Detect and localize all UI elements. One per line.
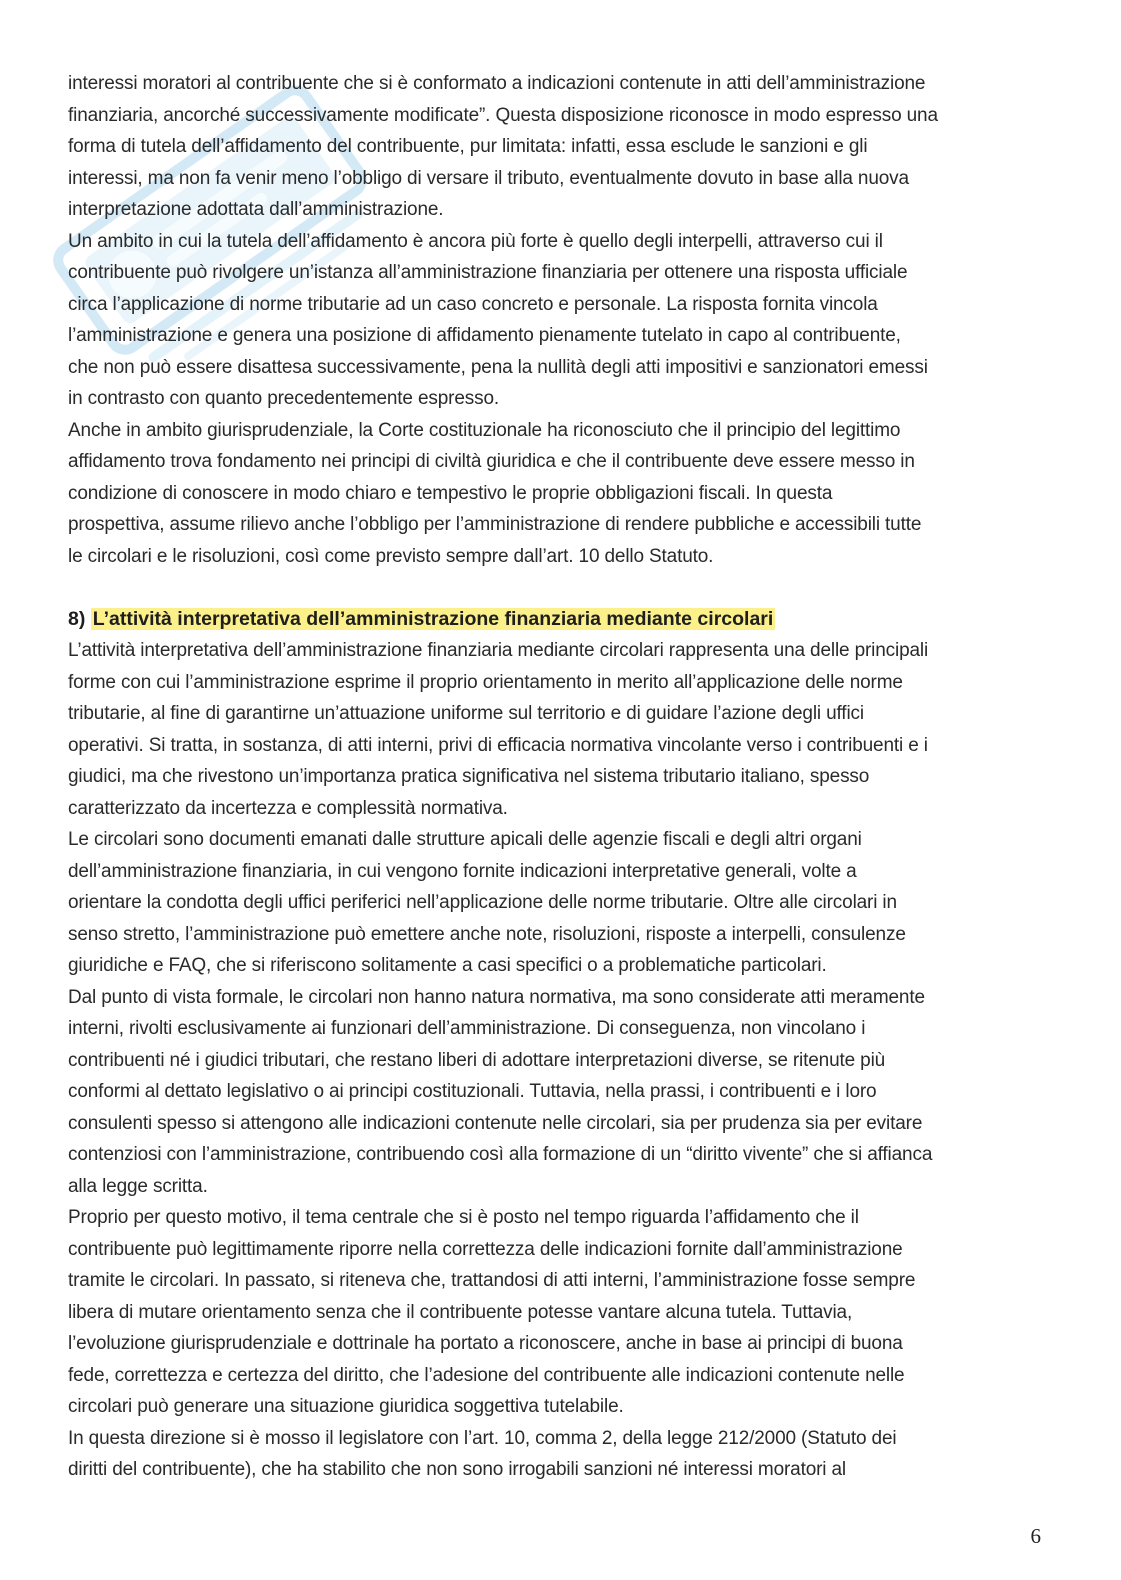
text-line: In questa direzione si è mosso il legislatore con l’art. 10, comma 2, della legge 212/2000 (Statuto dei [68, 1427, 897, 1449]
text-line: che non può essere disattesa successivamente, pena la nullità degli atti impositivi e sanzionatori emessi [68, 356, 928, 378]
text-line: interpretazione adottata dall’amministrazione. [68, 199, 444, 220]
text-line: Un ambito in cui la tutela dell’affidamento è ancora più forte è quello degli interpelli, attraverso cui il [68, 230, 883, 252]
text-line: L’attività interpretativa dell’amministrazione finanziaria mediante circolari rappresenta una delle principali [68, 640, 929, 661]
text-line: prospettiva, assume rilievo anche l’obbligo per l’amministrazione di rendere pubbliche e accessibili tutte [68, 514, 922, 535]
text-line: tributarie, al fine di garantirne un’attuazione uniforme sul territorio e di guidare l’azione degli uffici [68, 703, 864, 724]
paragraph-block-top [68, 68, 1048, 572]
text-line: contribuenti né i giudici tributari, che restano liberi di adottare interpretazioni diverse, se ritenute più [68, 1049, 886, 1071]
text-line: forme con cui l’amministrazione esprime il proprio orientamento in merito all’applicazione delle norme [68, 671, 903, 693]
paragraph-block-bottom [68, 635, 1048, 1486]
text-line: conformi al dettato legislativo o ai principi costituzionali. Tuttavia, nella prassi, i contribuenti e i loro [68, 1081, 877, 1102]
text-line: giudici, ma che rivestono un’importanza pratica significativa nel sistema tributario italiano, spesso [68, 766, 870, 787]
text-line: contribuente può legittimamente riporre nella correttezza delle indicazioni fornite dall’amministrazione [68, 1238, 903, 1260]
text-line: orientare la condotta degli uffici periferici nell’applicazione delle norme tributarie. Oltre alle circolari in [68, 892, 897, 913]
paragraph-spacer [68, 572, 1048, 604]
text-line: giuridiche e FAQ, che si riferiscono solitamente a casi specifici o a problematiche particolari. [68, 955, 827, 976]
page-number: 6 [1030, 1524, 1041, 1548]
text-line: operativi. Si tratta, in sostanza, di atti interni, privi di efficacia normativa vincolante verso i contribuenti e i [68, 734, 928, 756]
document-body [68, 68, 1048, 1486]
text-line: l’evoluzione giurisprudenziale e dottrinale ha portato a riconoscere, anche in base ai principi di buona [68, 1333, 903, 1354]
section-heading [68, 604, 1048, 636]
text-line: Le circolari sono documenti emanati dalle strutture apicali delle agenzie fiscali e degli altri organi [68, 829, 862, 850]
text-line: forma di tutela dell’affidamento del contribuente, pur limitata: infatti, essa esclude le sanzioni e gli [68, 136, 868, 157]
text-line: diritti del contribuente), che ha stabilito che non sono irrogabili sanzioni né interessi moratori al [68, 1459, 846, 1480]
text-line: caratterizzato da incertezza e complessità normativa. [68, 797, 508, 819]
text-line: interessi moratori al contribuente che si è conformato a indicazioni contenute in atti dell’amministrazione [68, 73, 926, 94]
text-line: circa l’applicazione di norme tributarie ad un caso concreto e personale. La risposta fornita vincola [68, 293, 878, 315]
text-line: affidamento trova fondamento nei principi di civiltà giuridica e che il contribuente deve essere messo in [68, 451, 915, 472]
text-line: contribuente può rivolgere un’istanza all’amministrazione finanziaria per ottenere una risposta ufficiale [68, 262, 908, 283]
text-line: Dal punto di vista formale, le circolari non hanno natura normativa, ma sono considerate atti meramente [68, 986, 925, 1008]
section-title: L’attività interpretativa dell’amministrazione finanziaria mediante circolari [92, 607, 774, 630]
text-line: libera di mutare orientamento senza che il contribuente potesse vantare alcuna tutela. Tuttavia, [68, 1301, 853, 1323]
text-line: circolari può generare una situazione giuridica soggettiva tutelabile. [68, 1396, 624, 1417]
text-line: dell’amministrazione finanziaria, in cui vengono fornite indicazioni interpretative generali, volte a [68, 860, 857, 882]
text-line: senso stretto, l’amministrazione può emettere anche note, risoluzioni, risposte a interpelli, consulenze [68, 923, 906, 945]
text-line: in contrasto con quanto precedentemente espresso. [68, 388, 499, 409]
text-line: l’amministrazione e genera una posizione di affidamento pienamente tutelato in capo al contribuente, [68, 325, 901, 346]
text-line: le circolari e le risoluzioni, così come previsto sempre dall’art. 10 dello Statuto. [68, 545, 714, 567]
text-line: consulenti spesso si attengono alle indicazioni contenute nelle circolari, sia per prudenza sia per evitare [68, 1112, 923, 1134]
text-line: fede, correttezza e certezza del diritto, che l’adesione del contribuente alle indicazioni contenute nelle [68, 1364, 905, 1386]
text-line: Proprio per questo motivo, il tema centrale che si è posto nel tempo riguarda l’affidamento che il [68, 1207, 859, 1228]
text-line: contenziosi con l’amministrazione, contribuendo così alla formazione di un “diritto vivente” che si affianca [68, 1144, 933, 1165]
section-number: 8) [68, 607, 86, 630]
text-line: Anche in ambito giurisprudenziale, la Corte costituzionale ha riconosciuto che il principio del legittimo [68, 419, 901, 441]
text-line: tramite le circolari. In passato, si riteneva che, trattandosi di atti interni, l’amministrazione fosse sempre [68, 1270, 916, 1291]
text-line: interni, rivolti esclusivamente ai funzionari dell’amministrazione. Di conseguenza, non vincolano i [68, 1018, 866, 1039]
text-line: finanziaria, ancorché successivamente modificate”. Questa disposizione riconosce in modo espresso una [68, 104, 938, 126]
text-line: interessi, ma non fa venir meno l’obbligo di versare il tributo, eventualmente dovuto in base alla nuova [68, 167, 909, 189]
text-line: condizione di conoscere in modo chiaro e tempestivo le proprie obbligazioni fiscali. In questa [68, 482, 833, 504]
text-line: alla legge scritta. [68, 1175, 208, 1197]
